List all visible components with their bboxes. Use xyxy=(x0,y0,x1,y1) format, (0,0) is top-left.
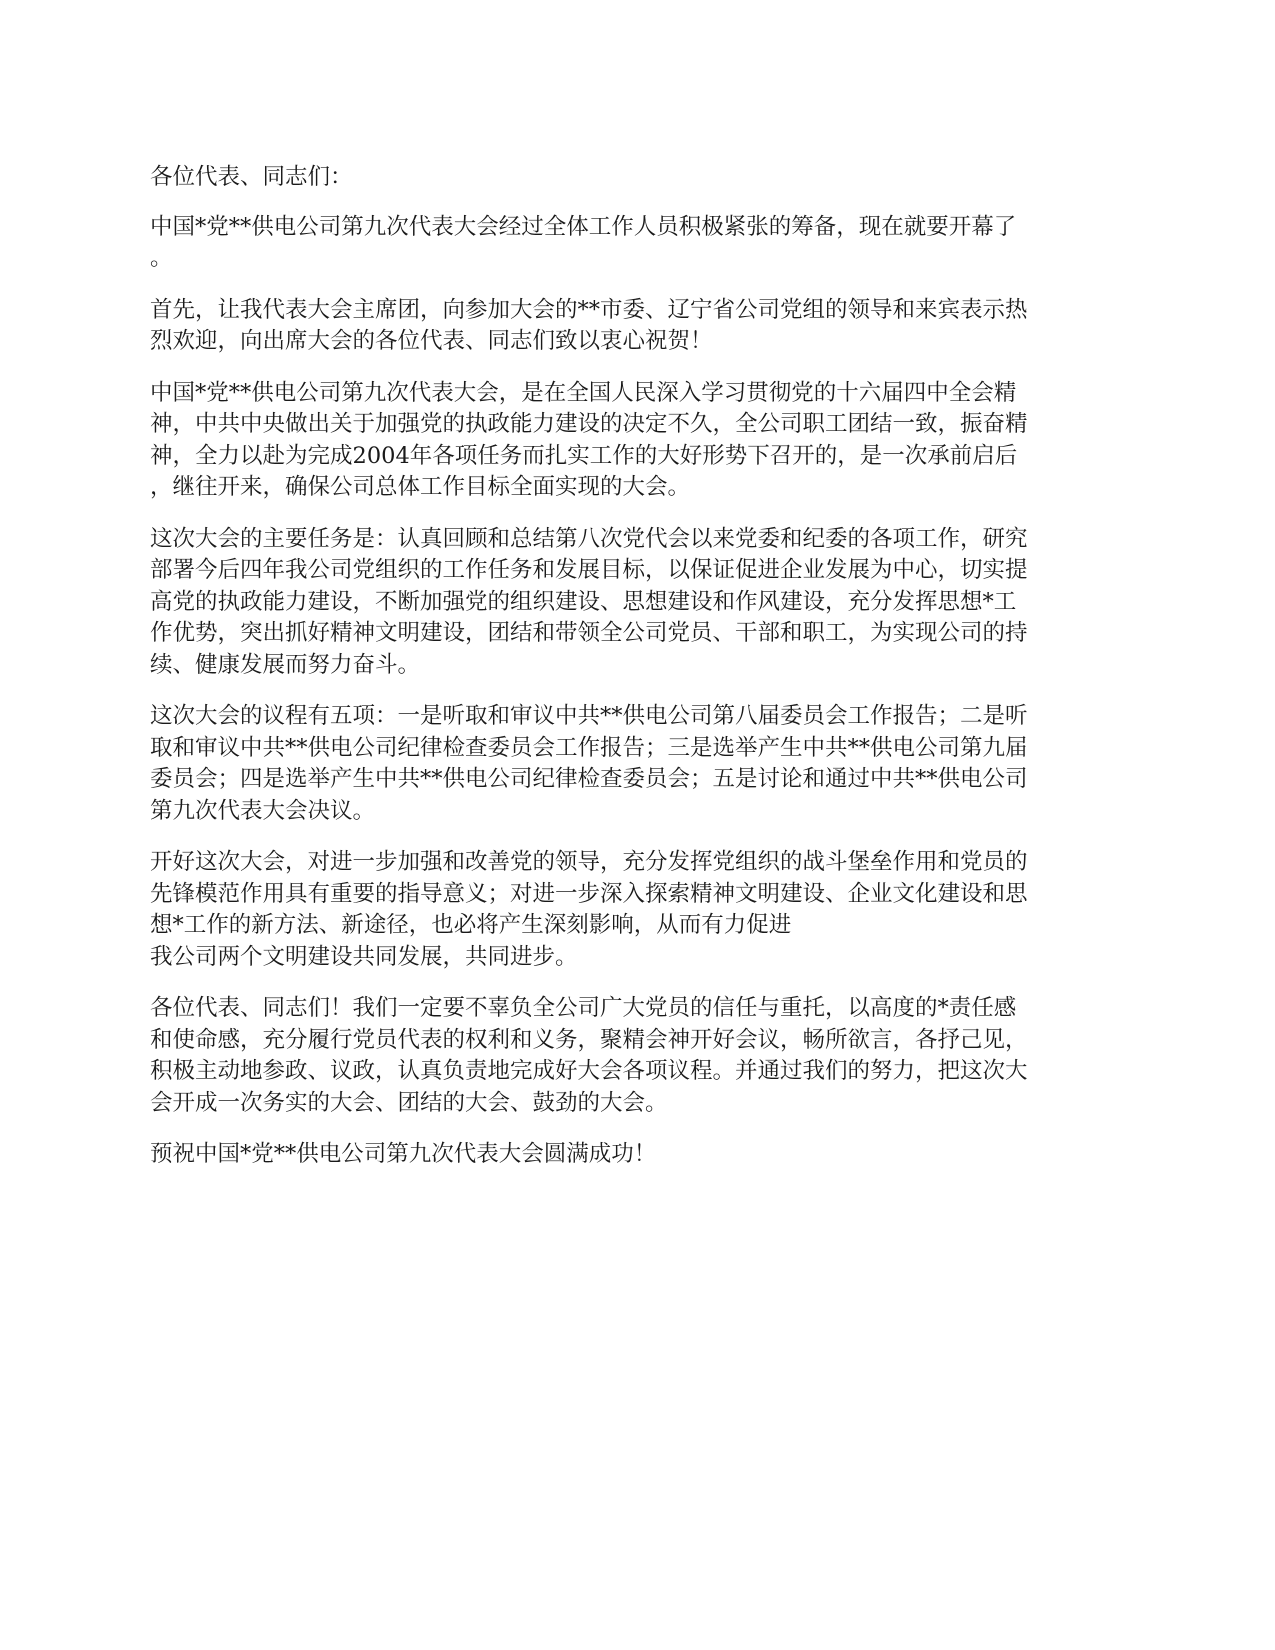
paragraph-main-tasks: 这次大会的主要任务是：认真回顾和总结第八次党代会以来党委和纪委的各项工作，研究 部署今后四年我公司党组织的工作任务和发展目标，以保证促进企业发展为中心，切实提 高党的执政能力建设，不断加强党的组织建设、思想建设和作风建设，充分发挥思想*工 作优势，突出抓好精神文明建设，团结和带领全公司党员、干部和职工，为实现公司的持 续、健康发展而努力奋斗。 xyxy=(150,525,1028,678)
paragraph-agenda: 这次大会的议程有五项：一是听取和审议中共**供电公司第八届委员会工作报告；二是听 取和审议中共**供电公司纪律检查委员会工作报告；三是选举产生中共**供电公司第九届 委员会；四是选举产生中共**供电公司纪律检查委员会；五是讨论和通过中共**供电公司 第九次代表大会决议。 xyxy=(150,703,1028,824)
paragraph-welcome: 首先，让我代表大会主席团，向参加大会的**市委、辽宁省公司党组的领导和来宾表示热 烈欢迎，向出席大会的各位代表、同志们致以衷心祝贺！ xyxy=(150,296,1028,354)
salutation: 各位代表、同志们： xyxy=(150,164,353,190)
paragraph-closing-wish: 预祝中国*党**供电公司第九次代表大会圆满成功！ xyxy=(150,1141,657,1167)
document-body xyxy=(150,162,1126,1191)
paragraph-call-to-action: 各位代表、同志们！我们一定要不辜负全公司广大党员的信任与重托，以高度的*责任感 和使命感，充分履行党员代表的权利和义务，聚精会神开好会议，畅所欲言，各抒己见， 积极主动地参政、议政，认真负责地完成好大会各项议程。并通过我们的努力，把这次大 会开成一次务实的大会、团结的大会、鼓劲的大会。 xyxy=(150,995,1028,1116)
paragraph-background: 中国*党**供电公司第九次代表大会，是在全国人民深入学习贯彻党的十六届四中全会精 神，中共中央做出关于加强党的执政能力建设的决定不久，全公司职工团结一致，振奋精 神，全力以赴为完成2004年各项任务而扎实工作的大好形势下召开的，是一次承前启后 ，继往开来，确保公司总体工作目标全面实现的大会。 xyxy=(150,379,1028,500)
paragraph-significance: 开好这次大会，对进一步加强和改善党的领导，充分发挥党组织的战斗堡垒作用和党员的 先锋模范作用具有重要的指导意义；对进一步深入探索精神文明建设、企业文化建设和思 想*工作的新方法、新途径，也必将产生深刻影响，从而有力促进 我公司两个文明建设共同发展，共同进步。 xyxy=(150,849,1028,970)
paragraph-opening: 中国*党**供电公司第九次代表大会经过全体工作人员积极紧张的筹备，现在就要开幕了 。 xyxy=(150,213,1017,271)
